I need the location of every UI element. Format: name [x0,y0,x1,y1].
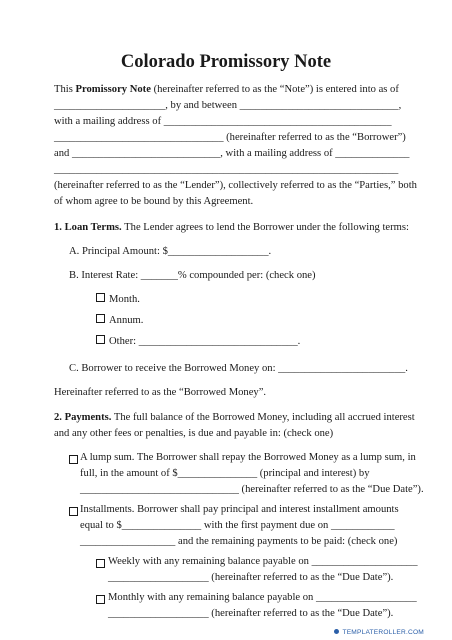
option-label: Other: ______________________________. [109,336,301,347]
section-text: The full balance of the Borrowed Money, including all accrued interest [113,412,415,423]
section-heading: 2. Payments. [54,412,112,423]
weekly-line-2: ___________________ (hereinafter referred to as the “Due Date”). [108,572,394,583]
section-2-heading-line [54,411,415,426]
intro-bold-term: Promissory Note [75,84,151,95]
checkbox[interactable] [96,559,105,568]
checkbox[interactable] [69,455,78,464]
hereinafter-line: Hereinafter referred to as the “Borrowed Money”. [54,387,267,398]
section-heading: 1. Loan Terms. [54,222,122,233]
installments-line-1: Installments. Borrower shall pay principal and interest installment amounts [80,504,399,515]
option-label: Month. [109,294,140,305]
intro-text: This [54,84,73,95]
installments-line-2: equal to $_______________ with the first payment due on ____________ [80,520,395,531]
intro-line-5: and ____________________________, with a mailing address of ______________ [54,148,410,159]
lump-sum-line-3: ______________________________ (hereinafter referred to as the “Due Date”). [80,484,424,495]
monthly-line-1: Monthly with any remaining balance payable on ___________________ [108,592,417,603]
checkbox[interactable] [96,293,105,302]
brand-logo-icon [334,629,339,634]
principal-amount-line: A. Principal Amount: $___________________. [69,246,272,257]
intro-line-7: (hereinafter referred to as the “Lender”), collectively referred to as the “Parties,” both [54,180,417,191]
lump-sum-line-1: A lump sum. The Borrower shall repay the Borrowed Money as a lump sum, in [80,452,416,463]
section-text: The Lender agrees to lend the Borrower under the following terms: [124,222,409,233]
checkbox[interactable] [96,595,105,604]
checkbox[interactable] [69,507,78,516]
page-title: Colorado Promissory Note [120,52,332,72]
option-other [96,335,300,350]
intro-line-4: ________________________________ (hereinafter referred to as the “Borrower”) [54,132,406,143]
intro-text: (hereinafter referred to as the “Note”) is entered into as of [153,84,399,95]
option-month [96,293,140,308]
borrower-receive-line: C. Borrower to receive the Borrowed Money on: ________________________. [69,363,408,374]
intro-line-6: _________________________________________________________________ [54,164,399,175]
installments-line-3: __________________ and the remaining payments to be paid: (check one) [80,536,398,547]
checkbox[interactable] [96,314,105,323]
weekly-line-1: Weekly with any remaining balance payable on ____________________ [108,556,418,567]
intro-line-2: _____________________, by and between ______________________________, [54,100,402,111]
monthly-line-2: ___________________ (hereinafter referred to as the “Due Date”). [108,608,394,619]
section-2-text-line-2: and any other fees or penalties, is due and payable in: (check one) [54,428,334,439]
intro-line-3: with a mailing address of ___________________________________________ [54,116,392,127]
option-label: Annum. [109,315,144,326]
checkbox[interactable] [96,335,105,344]
footer-brand-text: TEMPLATEROLLER.COM [342,629,424,636]
interest-rate-line: B. Interest Rate: _______% compounded per: (check one) [69,270,316,281]
intro-line-8: of whom agree to be bound by this Agreement. [54,196,254,207]
lump-sum-line-2: full, in the amount of $_______________ (principal and interest) by [80,468,370,479]
option-annum [96,314,143,329]
section-1-heading-line [54,221,409,236]
footer-brand[interactable] [334,628,424,637]
intro-line-1 [54,83,399,98]
